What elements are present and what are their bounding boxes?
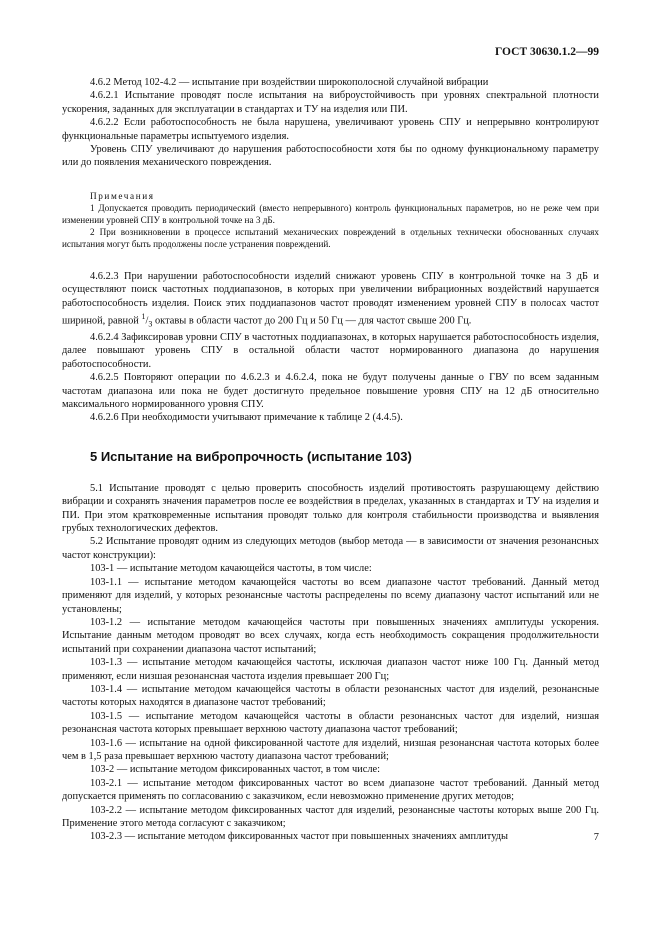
paragraph: Уровень СПУ увеличивают до нарушения работоспособности хотя бы по одному функциональному параметру или до появления механического повреждения. (62, 144, 599, 169)
list-item: 103-1.3 — испытание методом качающейся частоты, исключая диапазон частот ниже 100 Гц. Данный метод применяют, если низшая резонансная частота изделия превышает 200 Гц; (62, 657, 599, 682)
list-item: 103-1.5 — испытание методом качающейся частоты в области резонансных частот для изделий, низшая резонансная частота которых превышает верхнюю частоту диапазона частот требований; (62, 710, 599, 736)
list-item: 103-1.4 — испытание методом качающейся частоты в области резонансных частот для изделий, резонансные частоты которых находятся в диапазоне частот требований; (62, 683, 599, 709)
list-item: 103-2.3 — испытание методом фиксированных частот при повышенных значениях амплитуды (90, 831, 509, 843)
document-code: ГОСТ 30630.1.2—99 (495, 46, 599, 58)
page-content (62, 76, 599, 844)
paragraph: 5.1 Испытание проводят с целью проверить способность изделий противостоять разрушающему действию вибрации и сохранять значения параметров после ее воздействия в пределах, указанных в стандартах и ТУ на изделия и ПИ. При этом кратковременные испытания проводят только для контроля стабильности производства и выявления грубых технологических дефектов. (62, 482, 599, 535)
list-item: 103-2.1 — испытание методом фиксированных частот во всем диапазоне частот требований. Данный метод допускается применять по согласованию с заказчиком, если невозможно применение других методов; (62, 777, 599, 803)
note-item: 2 При возникновении в процессе испытаний механических повреждений в отдельных технически обоснованных случаях испытания могут быть продолжены после устранения повреждений. (62, 226, 599, 249)
paragraph: 4.6.2.4 Зафиксировав уровни СПУ в частотных поддиапазонах, в которых нарушается работоспособность изделия, далее повышают уровень СПУ в остальной области частот нормированного диапазона до нарушения работоспособности. (62, 332, 599, 370)
notes-title: Примечания (90, 190, 155, 201)
section-heading: 5 Испытание на вибропрочность (испытание 103) (90, 448, 412, 464)
paragraph: 4.6.2.6 При необходимости учитывают примечание к таблице 2 (4.4.5). (90, 412, 403, 424)
paragraph: 4.6.2 Метод 102-4.2 — испытание при воздействии широкополосной случайной вибрации (90, 77, 489, 88)
note-item: 1 Допускается проводить периодический (вместо непрерывного) контроль функциональных параметров, но не реже чем при изменении уровней СПУ в контрольной точке на 3 дБ. (62, 202, 599, 225)
list-item: 103-1.2 — испытание методом качающейся частоты при повышенных значениях амплитуды ускорения. Испытание данным методом проводят во всех случаях, когда есть необходимость сокращения продолжительности испытаний при сохранении диапазона частот испытаний; (62, 616, 599, 655)
list-item: 103-1.1 — испытание методом качающейся частоты во всем диапазоне частот требований. Данный метод применяют для изделий, у которых резонансные частоты распределены по всему диапазону частот испытаний или не установлены; (62, 576, 599, 615)
paragraph: 4.6.2.2 Если работоспособность не была нарушена, увеличивают уровень СПУ и непрерывно контролируют функциональные параметры испытуемого изделия. (62, 117, 599, 142)
page-number: 7 (593, 832, 599, 843)
list-item: 103-2.2 — испытание методом фиксированных частот для изделий, резонансные частоты которых выше 200 Гц. Применение этого метода согласуют с заказчиком; (62, 804, 599, 830)
paragraph: 4.6.2.3 При нарушении работоспособности изделий снижают уровень СПУ в контрольной точке на 3 дБ и осуществляют поиск частотных поддиапазонов, в которых при увеличении вибрационных воздействий нарушается работоспособность изделия. Поиск этих поддиапазонов частот проводят изменением уровней СПУ в полосах частот шириной, равной $^1/_3$ октавы в области частот до 200 Гц и 50 Гц — для частот свыше 200 Гц. (62, 270, 599, 329)
list-item: 103-1.6 — испытание на одной фиксированной частоте для изделий, низшая резонансная частота которых более чем в 1,5 раза превышает верхнюю частоту диапазона частот требований; (62, 737, 599, 762)
paragraph: 5.2 Испытание проводят одним из следующих методов (выбор метода — в зависимости от значения резонансных частот конструкции): (62, 536, 599, 561)
paragraph: 4.6.2.1 Испытание проводят после испытания на виброустойчивость при уровнях спектральной плотности ускорения, заданных для эксплуатации в стандартах и ТУ на изделия или ПИ. (62, 90, 599, 115)
notes-block (62, 190, 599, 250)
list-item: 103-2 — испытание методом фиксированных частот, в том числе: (90, 764, 381, 776)
section-body (62, 482, 599, 844)
list-item: 103-1 — испытание методом качающейся частоты, в том числе: (90, 563, 372, 575)
paragraph: 4.6.2.5 Повторяют операции по 4.6.2.3 и 4.6.2.4, пока не будут получены данные о ГВУ по всем заданным частотам диапазона или пока не будет достигнуто предельное повышение уровня СПУ на 12 дБ относительно максимального нормированного уровня СПУ. (62, 372, 599, 411)
